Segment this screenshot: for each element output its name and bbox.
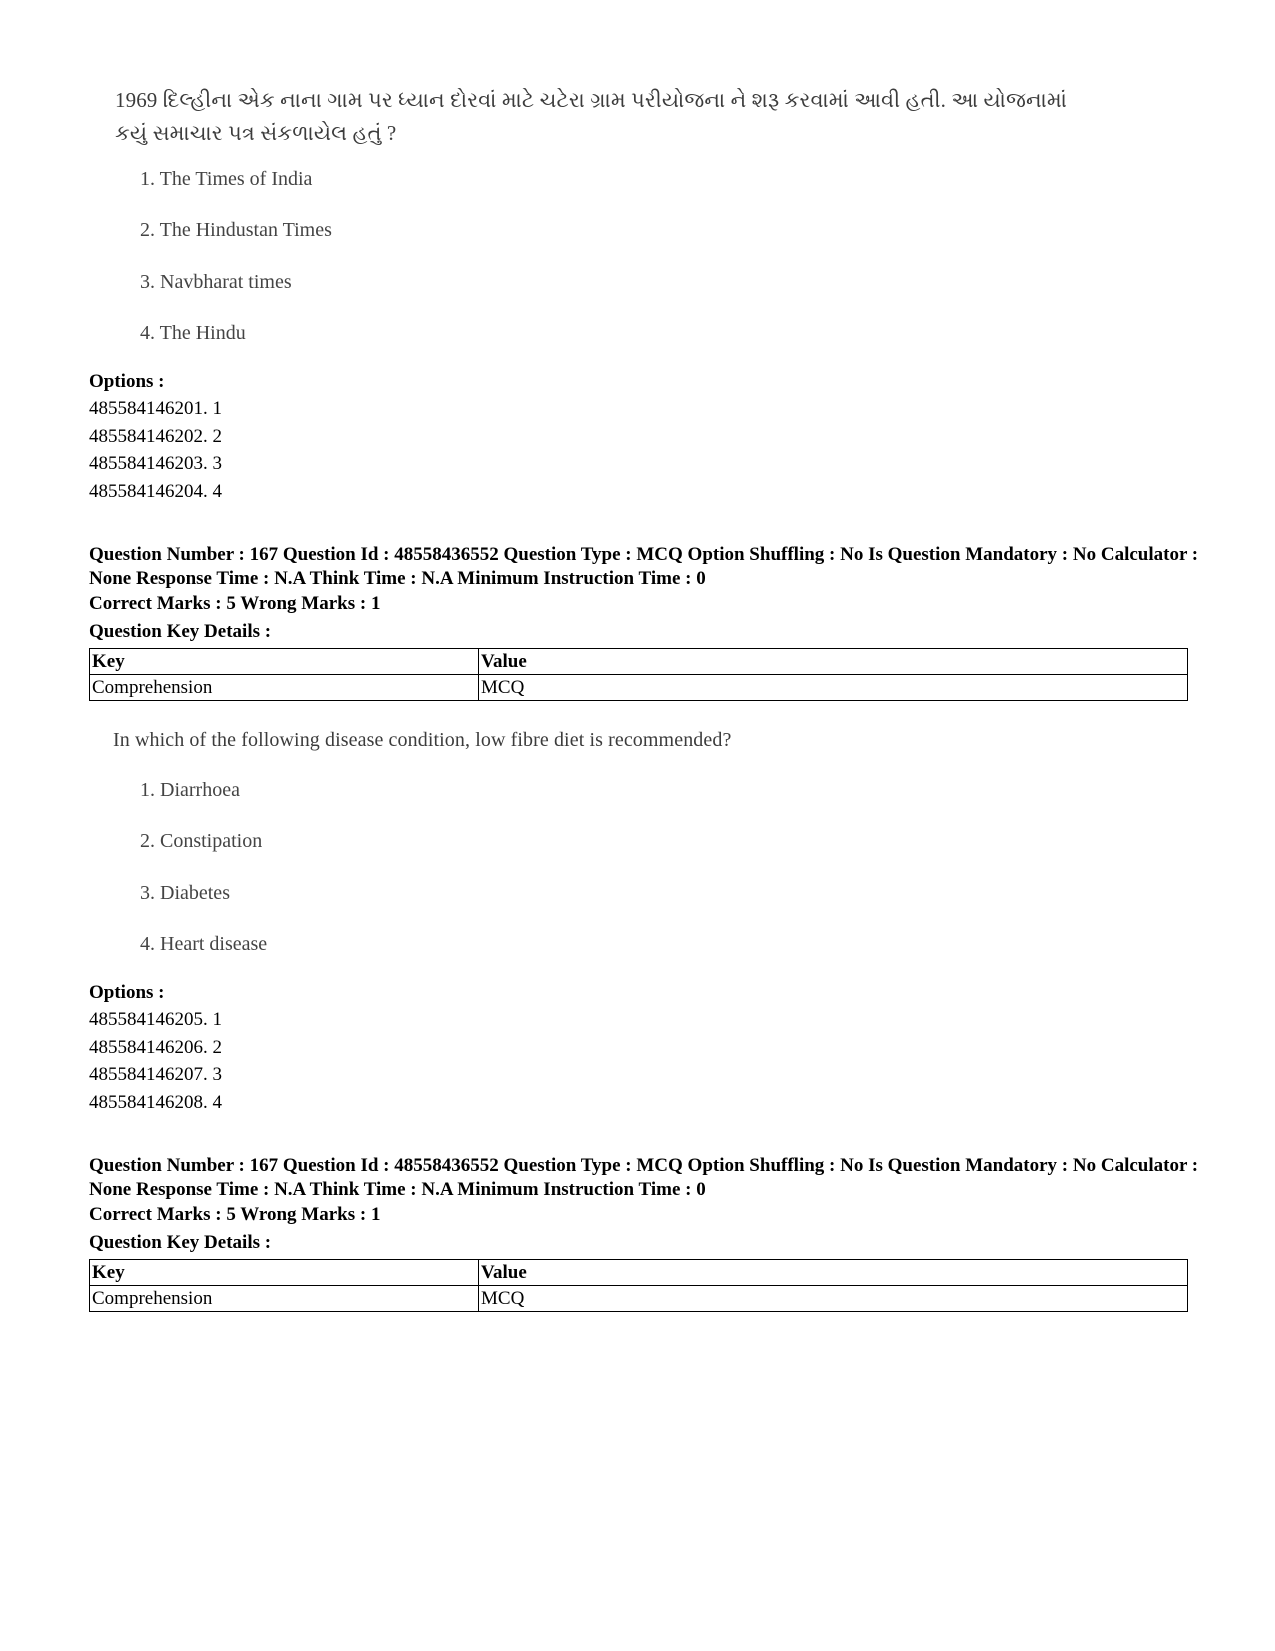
key-value-table [89,648,1188,701]
choice-2: 2. The Hindustan Times [140,219,332,241]
option-line: 485584146204. 4 [89,481,222,502]
question-meta: Question Number : 167 Question Id : 48558436552 Question Type : MCQ Option Shuffling : No Is Question Mandatory : No Calculator : None Response Time : N.A Think Time : N.A Minimum Instruction Time : 0 [89,544,1199,589]
key-value-table [89,1259,1188,1312]
option-line: 485584146205. 1 [89,1009,222,1030]
question-meta: Question Number : 167 Question Id : 48558436552 Question Type : MCQ Option Shuffling : No Is Question Mandatory : No Calculator : None Response Time : N.A Think Time : N.A Minimum Instruction Time : 0 [89,1155,1199,1200]
choice-3: 3. Navbharat times [140,271,292,293]
option-line: 485584146207. 3 [89,1064,222,1085]
table-cell-value: MCQ [479,675,1188,701]
question-text-gujarati: 1969 દિલ્હીના એક નાના ગામ પર ધ્યાન દોરવાં માટે ચટેરા ગ્રામ પરીયોજના ને શરૂ કરવામાં આવી હતી. આ યોજનામાં કયું સમાચાર પત્ર સંકળાયેલ હતું ? [115,88,1067,145]
table-cell-key: Comprehension [90,675,479,701]
key-details-label: Question Key Details : [89,621,272,642]
marks-line: Correct Marks : 5 Wrong Marks : 1 [89,593,381,614]
choice-3: 3. Diabetes [140,882,230,904]
choice-1: 1. The Times of India [140,168,313,190]
choice-1: 1. Diarrhoea [140,779,240,801]
options-label: Options : [89,371,165,392]
table-header-value: Value [479,649,1188,675]
table-cell-key: Comprehension [90,1286,479,1312]
table-header-key: Key [90,1260,479,1286]
marks-line: Correct Marks : 5 Wrong Marks : 1 [89,1204,381,1225]
options-label: Options : [89,982,165,1003]
table-cell-value: MCQ [479,1286,1188,1312]
choice-2: 2. Constipation [140,830,263,852]
option-line: 485584146206. 2 [89,1037,222,1058]
option-line: 485584146201. 1 [89,398,222,419]
option-line: 485584146208. 4 [89,1092,222,1113]
choice-4: 4. Heart disease [140,933,268,955]
option-line: 485584146202. 2 [89,426,222,447]
choice-4: 4. The Hindu [140,322,246,344]
key-details-label: Question Key Details : [89,1232,272,1253]
table-header-value: Value [479,1260,1188,1286]
question-text: In which of the following disease condition, low fibre diet is recommended? [113,729,732,751]
option-line: 485584146203. 3 [89,453,222,474]
table-header-key: Key [90,649,479,675]
